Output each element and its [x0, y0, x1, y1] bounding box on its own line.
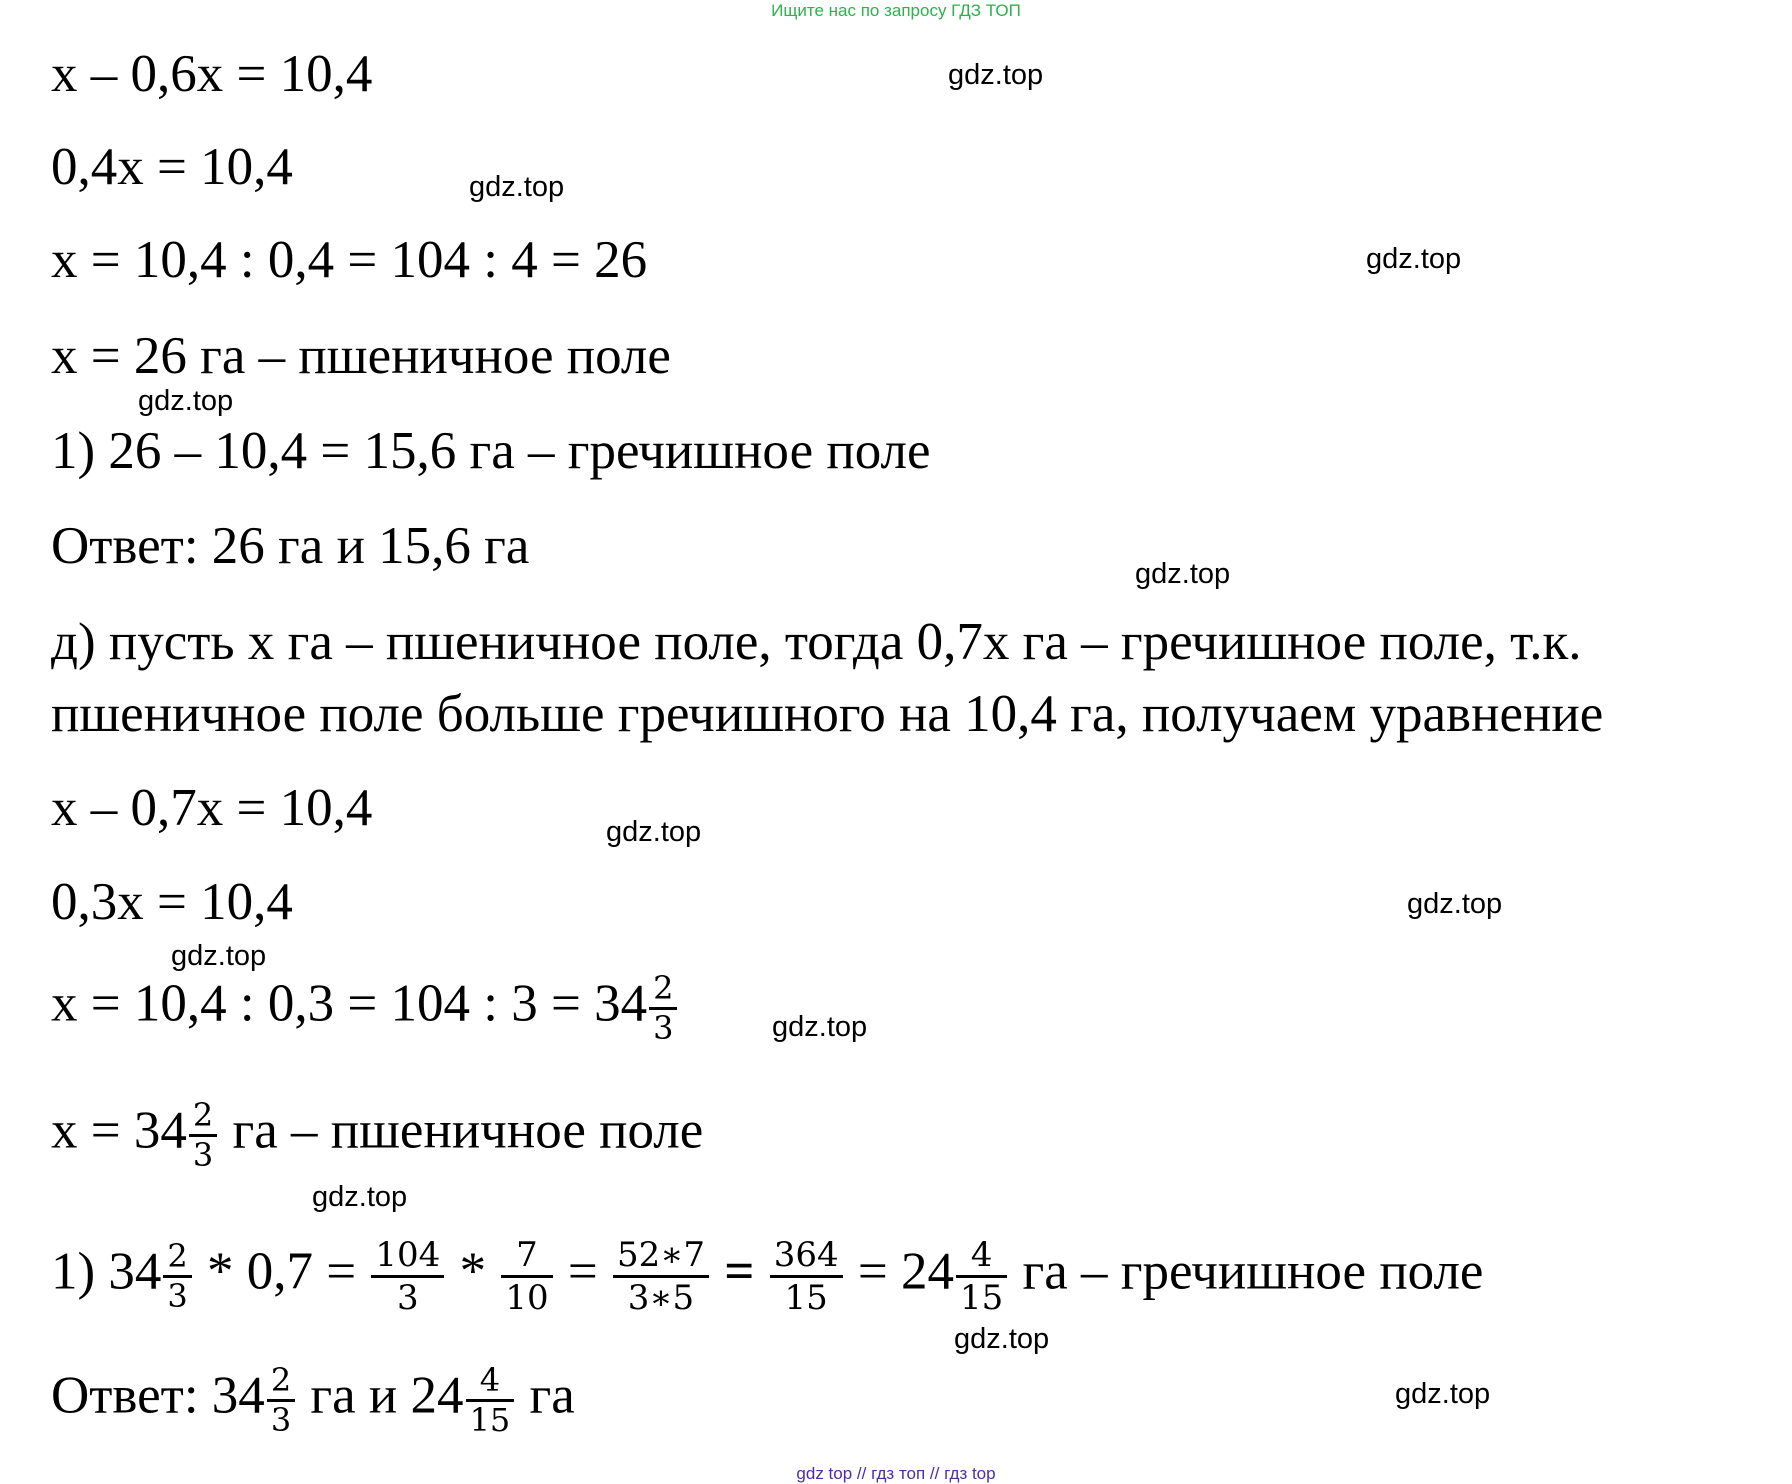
fraction-two-thirds [649, 970, 677, 1047]
fraction-364-15 [770, 1235, 843, 1318]
fraction-two-thirds [267, 1362, 295, 1439]
fraction-numerator: 2 [649, 970, 677, 1010]
watermark: gdz.top [1366, 243, 1462, 275]
watermark: gdz.top [772, 1011, 868, 1043]
watermark: gdz.top [171, 940, 267, 972]
fraction-52x7-3x5 [613, 1235, 709, 1318]
fraction-numerator: 2 [163, 1238, 191, 1278]
equation-line-4: x = 26 га – пшеничное поле [51, 327, 671, 385]
equation-line-9 [51, 1097, 703, 1174]
equation-line-7: 0,3x = 10,4 [51, 873, 293, 931]
equation-line-3: x = 10,4 : 0,4 = 104 : 4 = 26 [51, 231, 648, 289]
top-banner: Ищите нас по запросу ГДЗ ТОП [771, 1, 1021, 20]
equation-line-10-24: = 24 [844, 1242, 954, 1301]
watermark: gdz.top [948, 59, 1044, 91]
watermark: gdz.top [1135, 558, 1231, 590]
fraction-numerator: 52∗7 [613, 1235, 709, 1278]
equation-line-10-eq-2: = [710, 1242, 768, 1301]
fraction-denominator: 3 [167, 1277, 188, 1315]
fraction-numerator: 104 [371, 1235, 444, 1278]
equation-line-10-end: га – гречишное поле [1009, 1242, 1484, 1301]
fraction-denominator: 15 [469, 1401, 511, 1439]
fraction-numerator: 364 [770, 1235, 843, 1278]
fraction-denominator: 3 [397, 1278, 419, 1318]
watermark: gdz.top [1407, 888, 1503, 920]
answer-line-2-mid: га и 24 [297, 1366, 464, 1425]
equation-line-5: 1) 26 – 10,4 = 15,6 га – гречишное поле [51, 422, 931, 480]
watermark: gdz.top [469, 171, 565, 203]
fraction-numerator: 4 [466, 1362, 515, 1402]
equation-line-10-start: 1) 34 [51, 1242, 162, 1301]
answer-line-2-start: Ответ: 34 [51, 1366, 265, 1425]
answer-line-1: Ответ: 26 га и 15,6 га [51, 517, 530, 575]
answer-line-2 [51, 1362, 575, 1439]
fraction-7-10 [501, 1235, 552, 1318]
fraction-numerator: 2 [267, 1362, 295, 1402]
equation-line-10-eq-1: = [554, 1242, 611, 1301]
equation-line-2: 0,4x = 10,4 [51, 138, 293, 196]
problem-d-line-1: д) пусть x га – пшеничное поле, тогда 0,7x га – гречишное поле, т.к. [51, 613, 1582, 671]
fraction-4-15 [466, 1362, 515, 1439]
equation-line-10-times-07: * 0,7 = [193, 1242, 370, 1301]
watermark: gdz.top [606, 816, 702, 848]
fraction-denominator: 15 [784, 1278, 828, 1318]
fraction-numerator: 2 [189, 1097, 217, 1137]
fraction-numerator: 4 [956, 1235, 1007, 1278]
fraction-104-3 [371, 1235, 444, 1318]
problem-d-line-2: пшеничное поле больше гречишного на 10,4 га, получаем уравнение [51, 685, 1604, 743]
watermark: gdz.top [1395, 1378, 1491, 1410]
fraction-denominator: 15 [959, 1278, 1004, 1318]
watermark: gdz.top [954, 1323, 1050, 1355]
equation-line-8-text: x = 10,4 : 0,3 = 104 : 3 = 34 [51, 974, 648, 1033]
equation-line-10 [51, 1235, 1483, 1318]
fraction-two-thirds [163, 1238, 191, 1315]
bottom-banner: gdz top // гдз топ // гдз top [796, 1464, 996, 1483]
equation-line-9-start: x = 34 [51, 1101, 187, 1160]
fraction-numerator: 7 [501, 1235, 552, 1278]
fraction-two-thirds [189, 1097, 217, 1174]
answer-line-2-end: га [516, 1366, 575, 1425]
equation-line-6: x – 0,7x = 10,4 [51, 779, 373, 837]
fraction-denominator: 10 [505, 1278, 549, 1318]
fraction-denominator: 3∗5 [627, 1278, 695, 1318]
fraction-denominator: 3 [653, 1009, 674, 1047]
watermark: gdz.top [138, 385, 234, 417]
watermark: gdz.top [312, 1181, 408, 1213]
fraction-4-15 [956, 1235, 1007, 1318]
fraction-denominator: 3 [192, 1136, 214, 1174]
equation-line-8 [51, 970, 679, 1047]
equation-line-10-times: * [446, 1242, 500, 1301]
fraction-denominator: 3 [270, 1401, 292, 1439]
equation-line-9-end: га – пшеничное поле [219, 1101, 704, 1160]
equation-line-1: x – 0,6x = 10,4 [51, 45, 373, 103]
